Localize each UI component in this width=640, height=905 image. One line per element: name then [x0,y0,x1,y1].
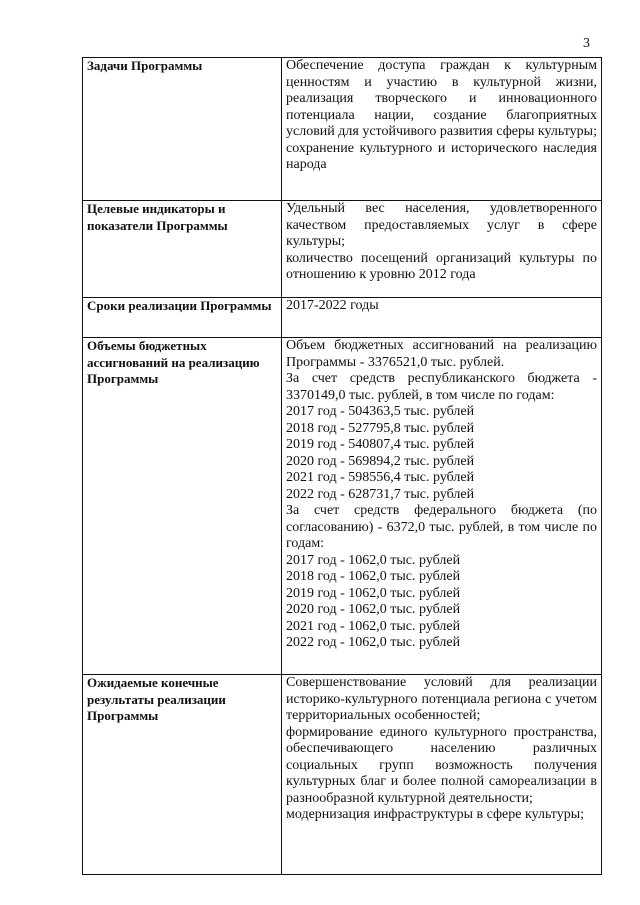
federal-year-line: 2021 год - 1062,0 тыс. рублей [286,618,461,634]
row-value [282,201,602,298]
federal-year-line: 2019 год - 1062,0 тыс. рублей [286,585,461,601]
table-row-tasks [83,58,602,201]
row-label: Задачи Программы [83,58,282,201]
paragraph: За счет средств федерального бюджета (по согласованию) - 6372,0 тыс. рублей, в том числе по годам: [286,503,597,551]
row-value [282,58,602,201]
row-value [282,298,602,338]
paragraph: формирование единого культурного пространства, обеспечивающего населению различных социальных групп возможность получения культурных благ и более полной самореализации в разнообразной культурной деятельности; [286,724,597,806]
federal-year-line: 2022 год - 1062,0 тыс. рублей [286,635,461,650]
paragraph: Обеспечение доступа граждан к культурным ценностям и участию в культурной жизни, реализация творческого и инновационного потенциала нации, создание благоприятных условий для устойчивого развития сферы культуры; [286,58,597,139]
row-label: Сроки реализации Программы [83,298,282,338]
table-row-budget [83,338,602,675]
row-label: Целевые индикаторы и показатели Программы [83,201,282,298]
federal-year-line: 2018 год - 1062,0 тыс. рублей [286,569,461,584]
regional-year-line: 2021 год - 598556,4 тыс. рублей [286,470,475,485]
regional-year-line: 2019 год - 540807,4 тыс. рублей [286,437,475,452]
paragraph: Удельный вес населения, удовлетворенного качеством предоставляемых услуг в сфере культуры; [286,201,597,249]
table-row-timeframe [83,298,602,338]
paragraph: Объем бюджетных ассигнований на реализацию Программы - 3376521,0 тыс. рублей. [286,338,597,370]
paragraph: количество посещений организаций культуры по отношению к уровню 2012 года [286,250,597,282]
paragraph: За счет средств республиканского бюджета - 3370149,0 тыс. рублей, в том числе по годам: [286,371,597,403]
paragraph: Совершенствование условий для реализации историко-культурного потенциала региона с учетом территориальных особенностей; [286,675,597,723]
page-number: 3 [583,36,590,51]
row-value [282,675,602,875]
regional-year-line: 2018 год - 527795,8 тыс. рублей [286,420,475,436]
program-passport-table [82,57,602,875]
federal-year-line: 2017 год - 1062,0 тыс. рублей [286,552,461,568]
regional-year-line: 2022 год - 628731,7 тыс. рублей [286,486,475,502]
table-row-indicators [83,201,602,298]
row-label: Объемы бюджетных ассигнований на реализацию Программы [83,338,282,675]
row-label: Ожидаемые конечные результаты реализации Программы [83,675,282,875]
table-row-expected-results [83,675,602,875]
paragraph: 2017-2022 годы [286,298,379,313]
paragraph: модернизация инфраструктуры в сфере культуры; [286,807,585,822]
federal-year-line: 2020 год - 1062,0 тыс. рублей [286,602,461,617]
row-value [282,338,602,675]
regional-year-line: 2017 год - 504363,5 тыс. рублей [286,404,475,419]
paragraph: сохранение культурного и исторического наследия народа [286,140,597,172]
regional-year-line: 2020 год - 569894,2 тыс. рублей [286,453,475,469]
